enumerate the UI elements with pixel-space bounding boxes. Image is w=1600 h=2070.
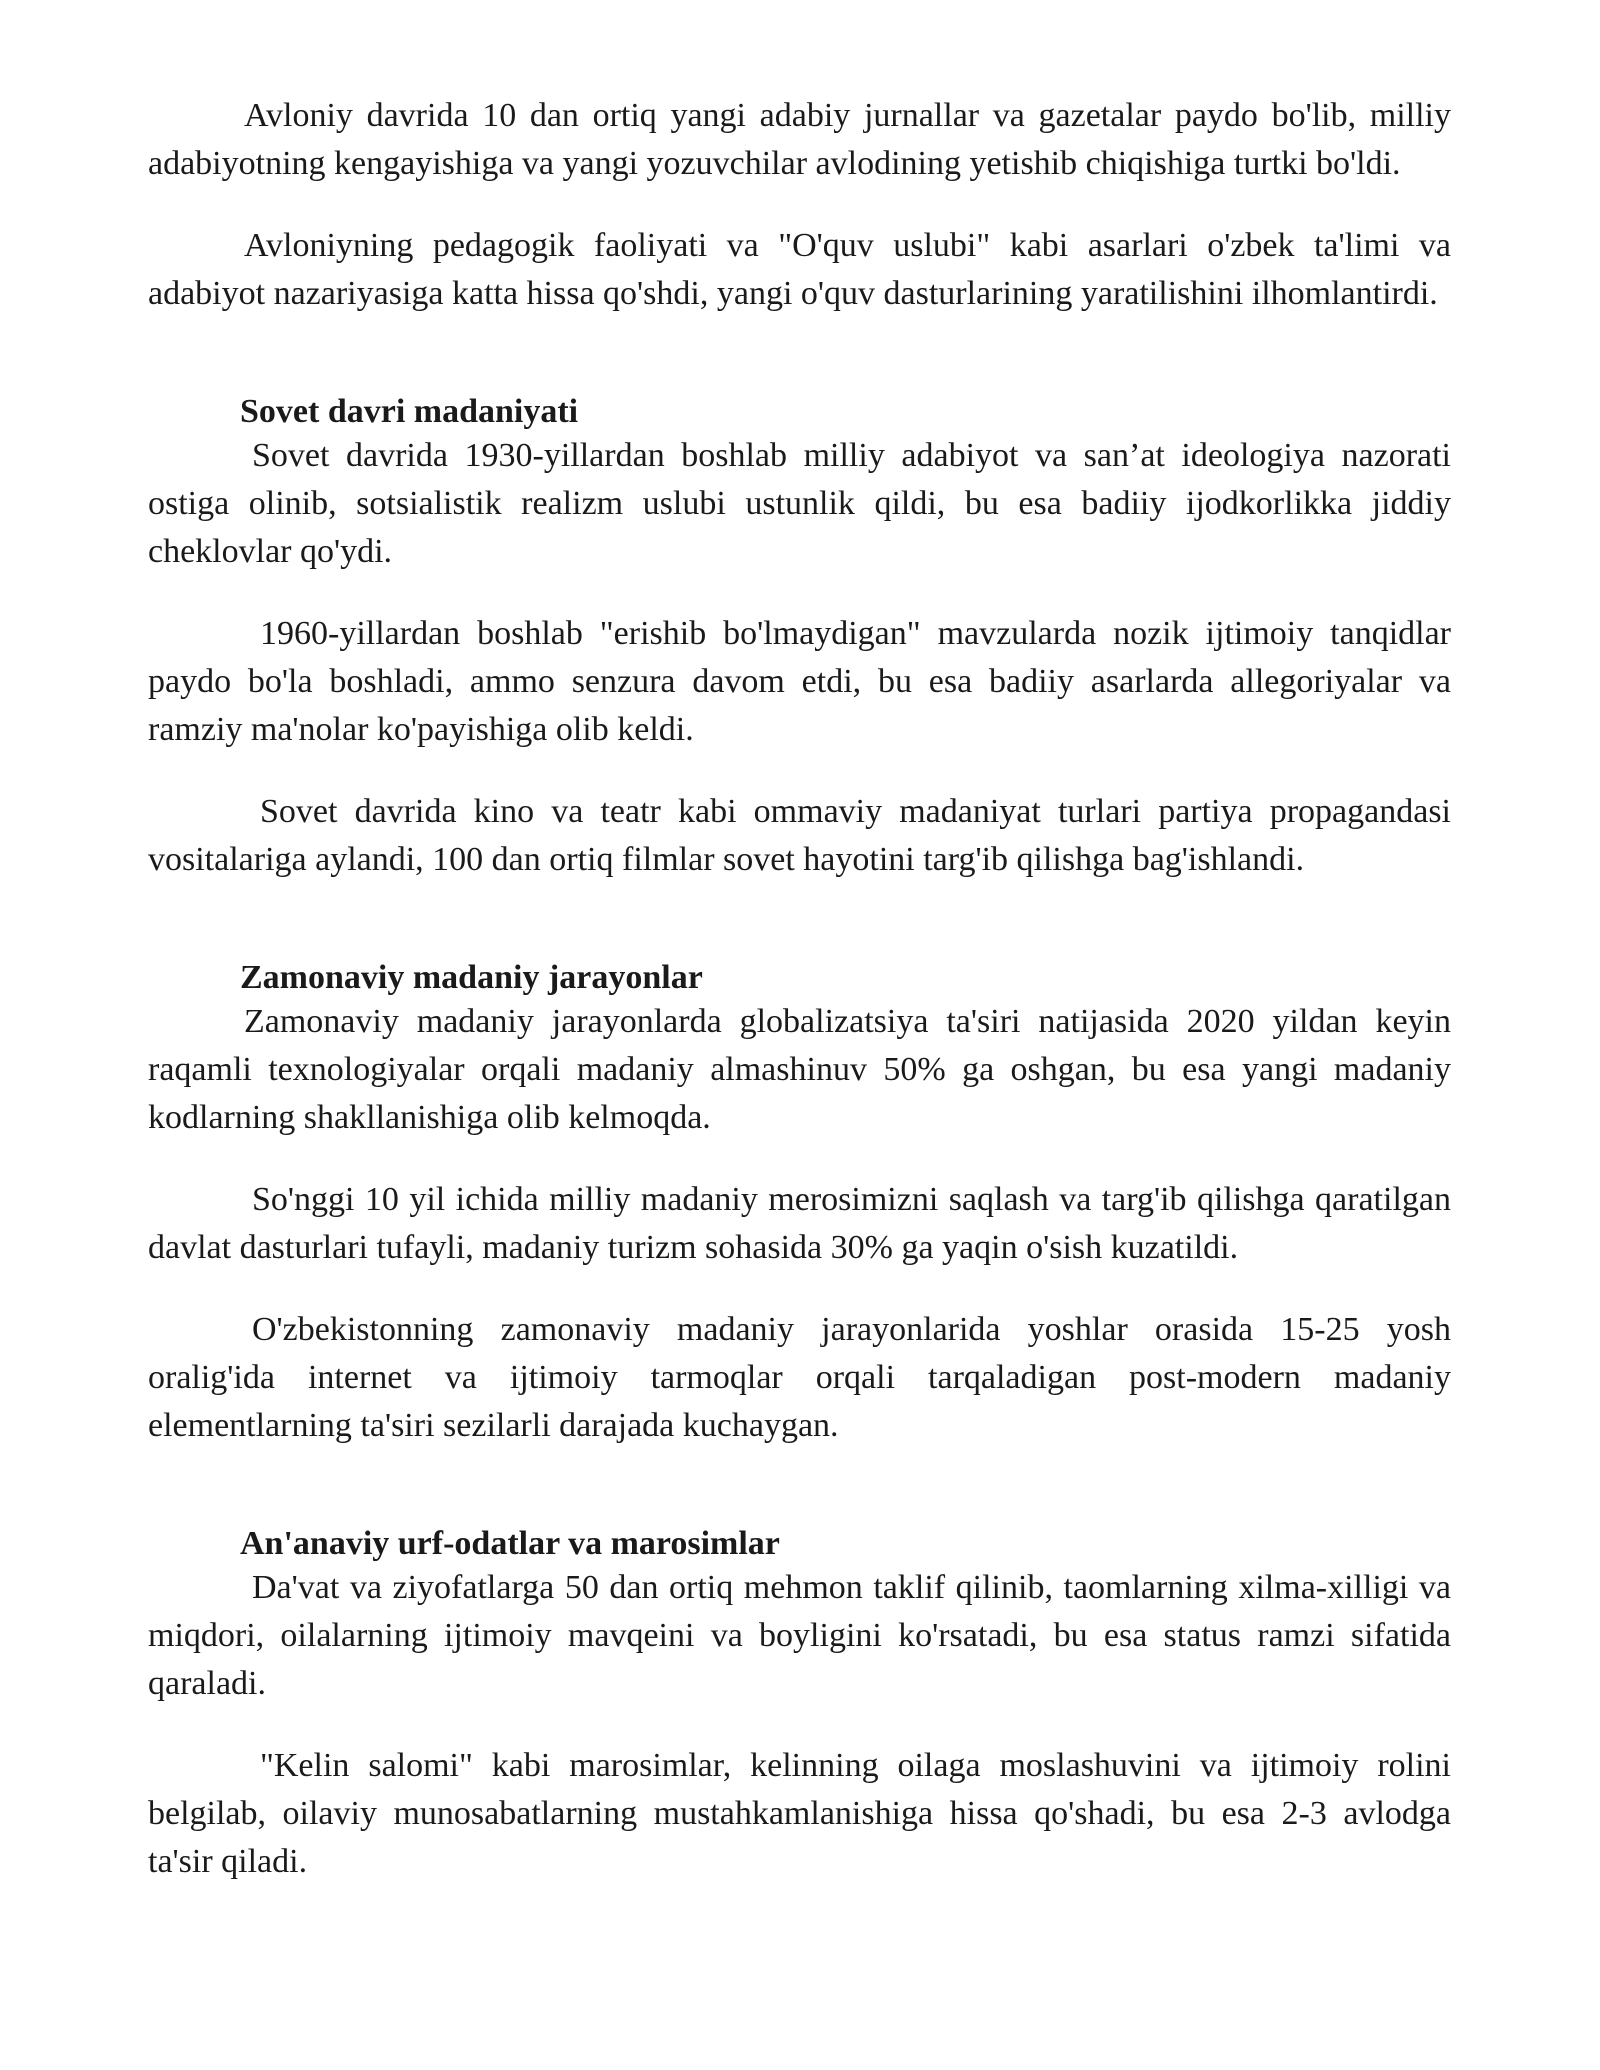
paragraph: Sovet davrida 1930-yillardan boshlab milliy adabiyot va san’at ideologiya nazorati ostiga olinib, sotsialistik realizm uslubi ustunlik qildi, bu esa badiiy ijodkorlikka jiddiy cheklovlar qo'ydi. — [148, 437, 1451, 570]
section-heading: Sovet davri madaniyati — [240, 393, 579, 430]
paragraph: So'nggi 10 yil ichida milliy madaniy merosimizni saqlash va targ'ib qilishga qaratilgan davlat dasturlari tufayli, madaniy turizm sohasida 30% ga yaqin o'sish kuzatildi. — [148, 1181, 1451, 1266]
paragraph: O'zbekistonning zamonaviy madaniy jarayonlarida yoshlar orasida 15-25 yosh oralig'ida internet va ijtimoiy tarmoqlar orqali tarqaladigan post-modern madaniy elementlarning ta'siri sezilarli darajada kuchaygan. — [148, 1311, 1451, 1444]
section-heading: An'anaviy urf-odatlar va marosimlar — [240, 1525, 780, 1562]
paragraph: "Kelin salomi" kabi marosimlar, kelinning oilaga moslashuvini va ijtimoiy rolini belgilab, oilaviy munosabatlarning mustahkamlanishiga hissa qo'shadi, bu esa 2-3 avlodga ta'sir qiladi. — [148, 1747, 1451, 1880]
paragraph: Avloniy davrida 10 dan ortiq yangi adabiy jurnallar va gazetalar paydo bo'lib, milliy adabiyotning kengayishiga va yangi yozuvchilar avlodining yetishib chiqishiga turtki bo'ldi. — [148, 97, 1451, 182]
paragraph: Da'vat va ziyofatlarga 50 dan ortiq mehmon taklif qilinib, taomlarning xilma-xilligi va miqdori, oilalarning ijtimoiy mavqeini va boyligini ko'rsatadi, bu esa status ramzi sifatida qaraladi. — [148, 1569, 1451, 1702]
paragraph: Zamonaviy madaniy jarayonlarda globalizatsiya ta'siri natijasida 2020 yildan keyin raqamli texnologiyalar orqali madaniy almashinuv 50% ga oshgan, bu esa yangi madaniy kodlarning shakllanishiga olib kelmoqda. — [148, 1003, 1451, 1136]
paragraph: Avloniyning pedagogik faoliyati va "O'quv uslubi" kabi asarlari o'zbek ta'limi va adabiyot nazariyasiga katta hissa qo'shdi, yangi o'quv dasturlarining yaratilishini ilhomlantirdi. — [148, 227, 1451, 312]
document-page — [148, 92, 1451, 1886]
paragraph: Sovet davrida kino va teatr kabi ommaviy madaniyat turlari partiya propagandasi vositalariga aylandi, 100 dan ortiq filmlar sovet hayotini targ'ib qilishga bag'ishlandi. — [148, 793, 1451, 878]
paragraph: 1960-yillardan boshlab "erishib bo'lmaydigan" mavzularda nozik ijtimoiy tanqidlar paydo bo'la boshladi, ammo senzura davom etdi, bu esa badiiy asarlarda allegoriyalar va ramziy ma'nolar ko'payishiga olib keldi. — [148, 615, 1451, 748]
section-heading: Zamonaviy madaniy jarayonlar — [240, 959, 703, 996]
